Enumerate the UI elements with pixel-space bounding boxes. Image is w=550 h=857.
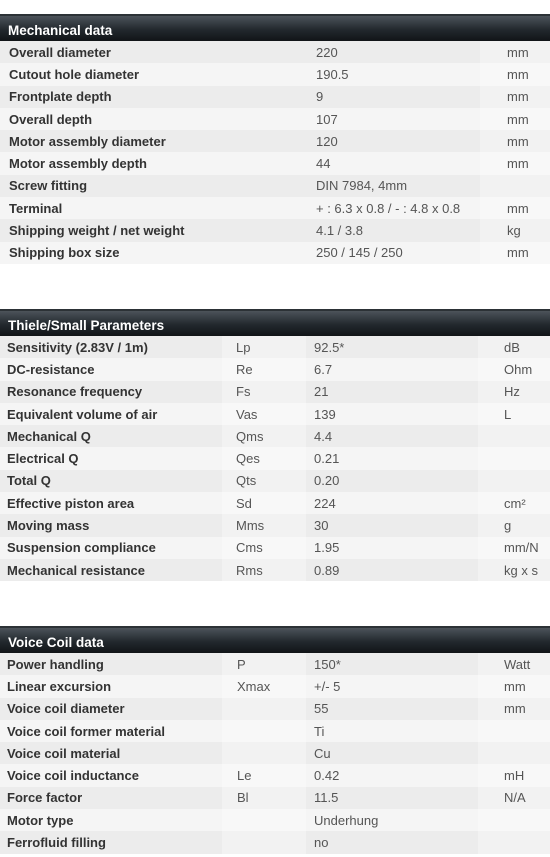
row-value: 0.42: [314, 768, 340, 784]
row-value: 55: [314, 701, 329, 717]
row-unit: mH: [478, 764, 550, 786]
row-value: 6.7: [314, 361, 333, 377]
row-unit: Watt: [478, 653, 550, 675]
row-label: Electrical Q: [7, 451, 79, 467]
row-unit: [478, 720, 550, 742]
row-value: 120: [316, 133, 338, 149]
row-unit: mm: [478, 698, 550, 720]
row-label: Sensitivity (2.83V / 1m): [7, 339, 148, 355]
voice-coil-header: Voice Coil data: [0, 626, 550, 653]
row-value: 4.4: [314, 428, 333, 444]
table-row: [0, 152, 550, 174]
table-row: [0, 425, 550, 447]
voice-coil-section: [0, 626, 550, 854]
row-unit: dB: [478, 336, 550, 358]
table-row: [0, 447, 550, 469]
row-value: Cu: [314, 745, 331, 761]
row-symbol: Fs: [222, 381, 306, 403]
row-unit: [478, 742, 550, 764]
table-row: [0, 197, 550, 219]
row-value: 107: [316, 111, 338, 127]
table-row: [0, 764, 550, 786]
table-row: [0, 698, 550, 720]
table-row: [0, 787, 550, 809]
row-value: + : 6.3 x 0.8 / - : 4.8 x 0.8: [316, 200, 461, 216]
row-unit: [478, 447, 550, 469]
table-row: [0, 381, 550, 403]
row-unit: kg x s: [478, 559, 550, 581]
row-unit: mm/N: [478, 537, 550, 559]
row-label: Equivalent volume of air: [7, 406, 158, 422]
row-value: 190.5: [316, 66, 349, 82]
row-label: Motor assembly depth: [9, 156, 147, 172]
row-symbol: Cms: [222, 537, 306, 559]
row-unit: [478, 831, 550, 853]
row-unit: mm: [480, 242, 550, 264]
row-value: Ti: [314, 723, 325, 739]
table-row: [0, 242, 550, 264]
row-symbol: Sd: [222, 492, 306, 514]
row-label: Linear excursion: [7, 678, 112, 694]
row-label: Shipping box size: [9, 245, 120, 261]
row-symbol: [222, 720, 306, 742]
row-label: Voice coil inductance: [7, 768, 139, 784]
row-unit: [478, 470, 550, 492]
table-row: [0, 86, 550, 108]
table-row: [0, 720, 550, 742]
row-value: 0.89: [314, 562, 340, 578]
row-label: Terminal: [9, 200, 63, 216]
mechanical-data-table: [0, 41, 550, 264]
row-label: Voice coil former material: [7, 723, 165, 739]
row-value: no: [314, 835, 329, 851]
mechanical-data-section: [0, 14, 550, 264]
table-row: [0, 41, 550, 63]
row-symbol: Qes: [222, 447, 306, 469]
row-value: 1.95: [314, 540, 340, 556]
row-symbol: Xmax: [222, 675, 306, 697]
row-value: 92.5*: [314, 339, 345, 355]
row-value: Underhung: [314, 812, 379, 828]
row-label: Moving mass: [7, 518, 90, 534]
row-unit: g: [478, 514, 550, 536]
table-row: [0, 108, 550, 130]
row-value: 30: [314, 518, 329, 534]
row-symbol: Vas: [222, 403, 306, 425]
row-value: 150*: [314, 656, 341, 672]
row-value: DIN 7984, 4mm: [316, 178, 408, 194]
row-symbol: [222, 698, 306, 720]
table-row: [0, 403, 550, 425]
table-row: [0, 358, 550, 380]
mechanical-data-header: Mechanical data: [0, 14, 550, 41]
table-row: [0, 130, 550, 152]
row-symbol: Rms: [222, 559, 306, 581]
row-label: Force factor: [7, 790, 83, 806]
row-unit: mm: [480, 86, 550, 108]
thiele-small-section: [0, 309, 550, 581]
row-unit: mm: [480, 152, 550, 174]
row-unit: L: [478, 403, 550, 425]
row-unit: mm: [480, 41, 550, 63]
row-unit: cm²: [478, 492, 550, 514]
row-label: Suspension compliance: [7, 540, 156, 556]
row-label: Mechanical Q: [7, 428, 91, 444]
row-symbol: [222, 742, 306, 764]
table-row: [0, 809, 550, 831]
row-value: 4.1 / 3.8: [316, 223, 363, 239]
row-value: 11.5: [314, 790, 339, 806]
row-label: Frontplate depth: [9, 89, 112, 105]
row-symbol: Le: [222, 764, 306, 786]
table-row: [0, 653, 550, 675]
row-label: Overall depth: [9, 111, 93, 127]
row-symbol: P: [222, 653, 306, 675]
row-value: 0.21: [314, 451, 340, 467]
row-symbol: [222, 809, 306, 831]
row-value: 139: [314, 406, 336, 422]
row-label: DC-resistance: [7, 361, 95, 377]
row-unit: [478, 809, 550, 831]
table-row: [0, 492, 550, 514]
row-symbol: Mms: [222, 514, 306, 536]
table-row: [0, 336, 550, 358]
thiele-small-table: [0, 336, 550, 581]
row-label: Cutout hole diameter: [9, 66, 140, 82]
row-label: Ferrofluid filling: [7, 835, 106, 851]
row-symbol: Re: [222, 358, 306, 380]
table-row: [0, 175, 550, 197]
row-unit: [480, 175, 550, 197]
row-unit: mm: [480, 197, 550, 219]
table-row: [0, 831, 550, 853]
row-unit: mm: [480, 130, 550, 152]
row-label: Motor type: [7, 812, 74, 828]
table-row: [0, 559, 550, 581]
row-unit: kg: [480, 219, 550, 241]
row-label: Resonance frequency: [7, 384, 143, 400]
table-row: [0, 537, 550, 559]
row-value: 250 / 145 / 250: [316, 245, 403, 261]
row-unit: Ohm: [478, 358, 550, 380]
table-row: [0, 63, 550, 85]
row-label: Effective piston area: [7, 495, 135, 511]
row-label: Total Q: [7, 473, 51, 489]
row-value: 9: [316, 89, 324, 105]
row-unit: N/A: [478, 787, 550, 809]
row-symbol: [222, 831, 306, 853]
row-unit: mm: [480, 63, 550, 85]
table-row: [0, 470, 550, 492]
thiele-small-header: Thiele/Small Parameters: [0, 309, 550, 336]
row-label: Shipping weight / net weight: [9, 223, 185, 239]
row-value: 21: [314, 384, 329, 400]
table-row: [0, 742, 550, 764]
voice-coil-table: [0, 653, 550, 854]
row-value: +/- 5: [314, 678, 341, 694]
row-label: Power handling: [7, 656, 104, 672]
row-value: 220: [316, 44, 338, 60]
row-label: Motor assembly diameter: [9, 133, 166, 149]
row-label: Voice coil diameter: [7, 701, 125, 717]
row-unit: Hz: [478, 381, 550, 403]
row-symbol: Qts: [222, 470, 306, 492]
row-label: Screw fitting: [9, 178, 88, 194]
row-symbol: Lp: [222, 336, 306, 358]
row-unit: mm: [480, 108, 550, 130]
table-row: [0, 514, 550, 536]
row-label: Voice coil material: [7, 745, 121, 761]
row-symbol: Qms: [222, 425, 306, 447]
row-value: 44: [316, 156, 331, 172]
row-label: Overall diameter: [9, 44, 111, 60]
table-row: [0, 675, 550, 697]
row-unit: [478, 425, 550, 447]
row-value: 0.20: [314, 473, 340, 489]
row-label: Mechanical resistance: [7, 562, 146, 578]
row-symbol: Bl: [222, 787, 306, 809]
row-value: 224: [314, 495, 336, 511]
row-unit: mm: [478, 675, 550, 697]
table-row: [0, 219, 550, 241]
